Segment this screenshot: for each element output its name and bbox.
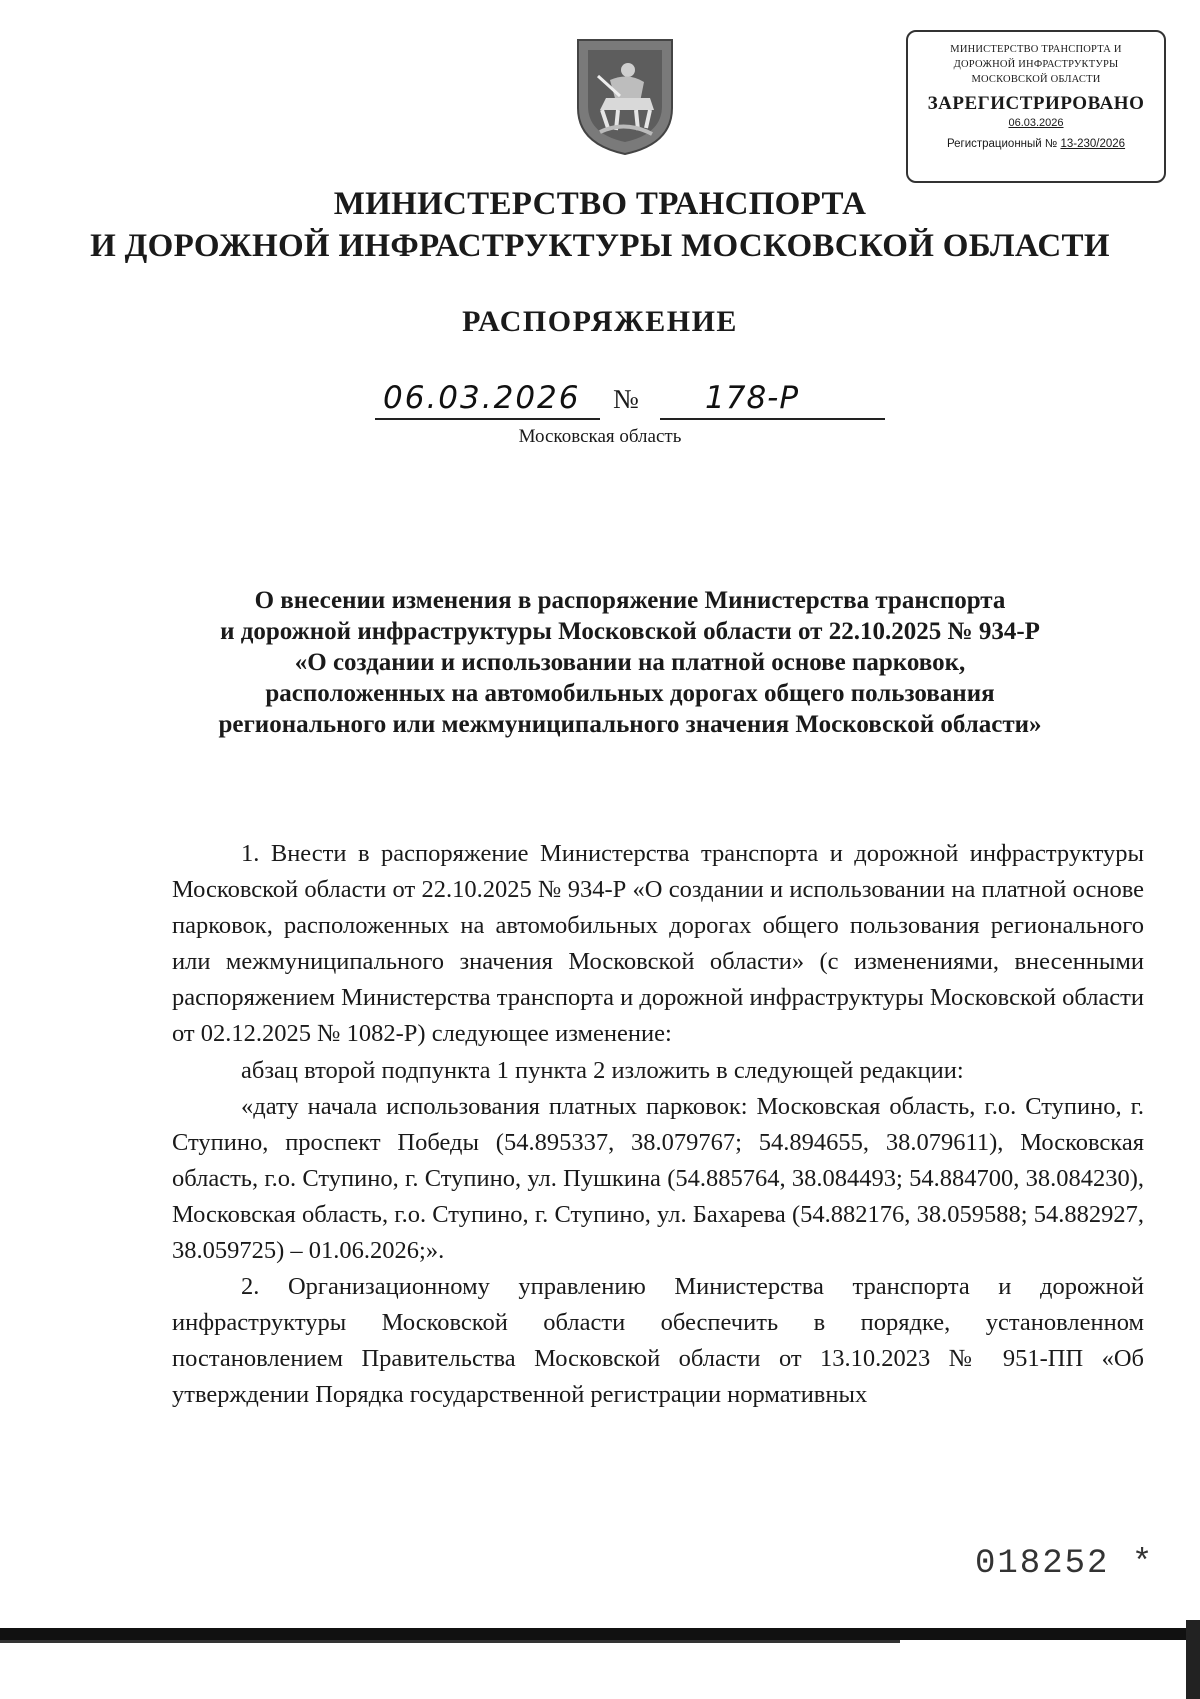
number-underline: [660, 418, 885, 420]
handwritten-number: 178-Р: [705, 380, 800, 416]
number-sign: №: [613, 384, 639, 414]
coat-of-arms-emblem: [570, 36, 680, 156]
date-number-line: [375, 378, 885, 422]
stamp-reg-value: 13-230/2026: [1060, 138, 1126, 150]
stamp-org-line-2: ДОРОЖНОЙ ИНФРАСТРУКТУРЫ: [953, 59, 1119, 70]
title-line-4: расположенных на автомобильных дорогах общего пользования: [265, 680, 995, 707]
stamp-org-line-3: МОСКОВСКОЙ ОБЛАСТИ: [971, 74, 1101, 85]
title-line-1: О внесении изменения в распоряжение Министерства транспорта: [254, 587, 1006, 614]
stamp-reg-number: [908, 138, 1164, 150]
scan-corner-shadow: [1186, 1620, 1200, 1699]
scan-edge-line: [0, 1640, 900, 1643]
date-underline: [375, 418, 600, 420]
document-title: [160, 585, 1100, 740]
handwritten-date: 06.03.2026: [383, 380, 581, 416]
title-line-3: «О создании и использовании на платной основе парковок,: [294, 649, 966, 676]
stamp-org-line-1: МИНИСТЕРСТВО ТРАНСПОРТА И: [950, 44, 1122, 55]
title-line-2: и дорожной инфраструктуры Московской области от 22.10.2025 № 934-Р: [220, 618, 1040, 645]
title-line-5: регионального или межмуниципального значения Московской области»: [218, 711, 1042, 738]
document-type: РАСПОРЯЖЕНИЕ: [462, 305, 738, 338]
stamp-date: 06.03.2026: [1008, 117, 1064, 129]
paragraph-3: «дату начала использования платных парковок: Московская область, г.о. Ступино, г. Ступино, проспект Победы (54.895337, 38.079767; 54.894655, 38.079611), Московская область, г.о. Ступино, г. Ступино, ул. Пушкина (54.885764, 38.084493; 54.884700, 38.084230), Московская область, г.о. Ступино, г. Ступино, ул. Бахарева (54.882176, 38.059588; 54.882927, 38.059725) – 01.06.2026;».: [172, 1092, 1144, 1265]
paragraph-1: 1. Внести в распоряжение Министерства транспорта и дорожной инфраструктуры Московской области от 22.10.2025 № 934-Р «О создании и использовании на платной основе парковок, расположенных на автомобильных дорогах общего пользования регионального или межмуниципального значения Московской области» (с изменениями, внесенными распоряжением Министерства транспорта и дорожной инфраструктуры Московской области от 02.12.2025 № 1082-Р) следующее изменение:: [172, 840, 1144, 1048]
document-body: [172, 836, 1144, 1414]
stamp-reg-label: Регистрационный №: [946, 138, 1058, 150]
paragraph-4: 2. Организационному управлению Министерства транспорта и дорожной инфраструктуры Московской области обеспечить в порядке, установленном постановлением Правительства Московской области от 13.10.2023 № 951-ПП «Об утверждении Порядка государственной регистрации нормативных: [172, 1273, 1144, 1409]
scan-edge-bar: [0, 1628, 1200, 1640]
ministry-title-line-2: И ДОРОЖНОЙ ИНФРАСТРУКТУРЫ МОСКОВСКОЙ ОБЛАСТИ: [90, 228, 1110, 264]
ministry-title-line-1: МИНИСТЕРСТВО ТРАНСПОРТА: [333, 186, 867, 222]
paragraph-2: абзац второй подпункта 1 пункта 2 изложить в следующей редакции:: [241, 1056, 964, 1084]
stamp-status: ЗАРЕГИСТРИРОВАНО: [927, 93, 1145, 114]
registration-stamp: [906, 30, 1166, 183]
serial-number: 018252 *: [975, 1545, 1155, 1583]
place-of-issue: Московская область: [518, 426, 682, 447]
